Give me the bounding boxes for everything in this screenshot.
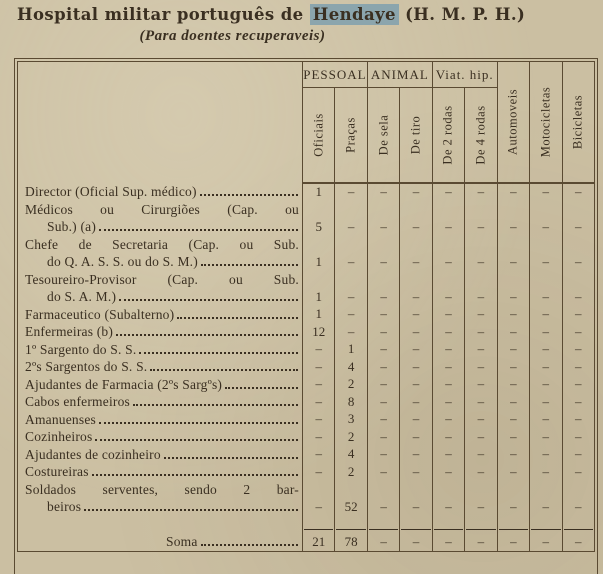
column-header-automoveis: Automoveis — [497, 62, 529, 183]
cell-value: 5 — [303, 201, 335, 236]
cell-value: – — [367, 358, 399, 376]
cell-value: – — [497, 446, 529, 464]
dot-leader — [92, 474, 298, 476]
cell-value: – — [335, 271, 367, 306]
table-row — [18, 341, 595, 359]
cell-value: – — [562, 306, 595, 324]
cell-value: – — [400, 323, 432, 341]
cell-value: – — [335, 201, 367, 236]
row-label: 2ºs Sargentos do S. S. — [18, 358, 303, 376]
sum-rule — [401, 529, 430, 530]
column-group-animal: ANIMAL — [367, 62, 432, 88]
row-label: Enfermeiras (b) — [18, 323, 303, 341]
cell-value: – — [367, 341, 399, 359]
cell-value: – — [367, 411, 399, 429]
cell-value: – — [465, 428, 497, 446]
table-row — [18, 393, 595, 411]
cell-value: – — [530, 306, 562, 324]
cell-value: – — [432, 341, 464, 359]
cell-value: – — [335, 323, 367, 341]
cell-value: – — [432, 428, 464, 446]
cell-value: – — [400, 411, 432, 429]
cell-value: – — [530, 358, 562, 376]
cell-value: – — [400, 446, 432, 464]
cell-value: – — [432, 236, 464, 271]
row-label: Cozinheiros — [18, 428, 303, 446]
column-header-de-4-rodas: De 4 rodas — [465, 88, 497, 183]
table-row — [18, 306, 595, 324]
table-row — [18, 481, 595, 516]
dot-leader — [201, 264, 298, 266]
table-frame — [14, 58, 598, 574]
cell-value: – — [465, 376, 497, 394]
cell-value: – — [303, 341, 335, 359]
cell-value: – — [497, 358, 529, 376]
cell-value: – — [367, 236, 399, 271]
column-header-de-2-rodas: De 2 rodas — [432, 88, 464, 183]
cell-value: – — [367, 201, 399, 236]
cell-value: – — [465, 463, 497, 481]
cell-value: – — [562, 183, 595, 201]
header-group-row — [18, 62, 595, 88]
cell-value: – — [432, 271, 464, 306]
cell-value: – — [432, 183, 464, 201]
dot-leader — [150, 369, 298, 371]
staff-table — [17, 61, 595, 552]
sum-rule — [499, 529, 528, 530]
cell-value: – — [562, 236, 595, 271]
cell-value: – — [303, 393, 335, 411]
cell-value: – — [432, 393, 464, 411]
cell-value: – — [497, 183, 529, 201]
cell-value: – — [465, 446, 497, 464]
row-label: Costureiras — [18, 463, 303, 481]
search-highlight: Hendaye — [310, 4, 399, 25]
table-row — [18, 183, 595, 201]
cell-value: – — [367, 481, 399, 516]
page-title — [0, 0, 603, 24]
cell-value: – — [562, 481, 595, 516]
table-row — [18, 271, 595, 306]
cell-value: – — [497, 428, 529, 446]
cell-value: 1 — [303, 236, 335, 271]
row-label: Soldados serventes, sendo 2 bar- beiros — [25, 481, 299, 514]
row-label: Médicos ou Cirurgiões (Cap. ou Sub.) (a) — [25, 201, 299, 234]
cell-value: – — [367, 516, 399, 552]
cell-value: 1 — [303, 271, 335, 306]
column-group-pessoal: PESSOAL — [303, 62, 368, 88]
cell-value: – — [562, 376, 595, 394]
cell-value: – — [465, 358, 497, 376]
cell-value: – — [530, 271, 562, 306]
table-row — [18, 358, 595, 376]
page-subtitle: (Para doentes recuperaveis) — [139, 28, 326, 44]
cell-value: – — [497, 376, 529, 394]
cell-value: – — [562, 271, 595, 306]
dot-leader — [116, 334, 298, 336]
cell-value: – — [432, 463, 464, 481]
cell-value: 52 — [335, 481, 367, 516]
table-row — [18, 201, 595, 236]
cell-value: – — [367, 183, 399, 201]
sum-rule — [434, 529, 463, 530]
cell-value: – — [562, 446, 595, 464]
row-label: Tesoureiro-Provisor (Cap. ou Sub. do S. A. M.) — [25, 271, 299, 304]
cell-value: – — [497, 236, 529, 271]
cell-value: 2 — [335, 463, 367, 481]
cell-value: – — [432, 323, 464, 341]
cell-value: – — [497, 323, 529, 341]
cell-value: – — [400, 393, 432, 411]
column-header-oficiais: Oficiais — [303, 88, 335, 183]
cell-value: – — [465, 271, 497, 306]
cell-value: – — [465, 516, 497, 552]
cell-value: 1 — [303, 183, 335, 201]
dot-leader — [225, 387, 298, 389]
column-header-bicicletas: Bicicletas — [562, 62, 595, 183]
cell-value: – — [303, 446, 335, 464]
cell-value: – — [530, 236, 562, 271]
column-header-de-sela: De sela — [367, 88, 399, 183]
cell-value: – — [432, 516, 464, 552]
cell-value: – — [562, 411, 595, 429]
row-label: 1º Sargento do S. S. — [18, 341, 303, 359]
table-row — [18, 236, 595, 271]
sum-rule — [369, 529, 398, 530]
row-label: Director (Oficial Sup. médico) — [18, 183, 303, 201]
cell-value: – — [432, 481, 464, 516]
dot-leader — [200, 194, 298, 196]
cell-value: – — [530, 411, 562, 429]
cell-value: 2 — [335, 428, 367, 446]
cell-value: 8 — [335, 393, 367, 411]
cell-value: – — [465, 481, 497, 516]
cell-value: – — [465, 341, 497, 359]
cell-value: – — [497, 463, 529, 481]
cell-value: – — [497, 341, 529, 359]
total-row — [18, 516, 595, 552]
cell-value: – — [562, 516, 595, 552]
column-group-viat-hip: Viat. hip. — [432, 62, 497, 88]
cell-value: – — [400, 341, 432, 359]
cell-value: – — [432, 306, 464, 324]
row-label: Ajudantes de Farmacia (2ºs Sargºs) — [18, 376, 303, 394]
cell-value: – — [367, 393, 399, 411]
cell-value: 12 — [303, 323, 335, 341]
cell-value: 4 — [335, 358, 367, 376]
row-label: Cabos enfermeiros — [18, 393, 303, 411]
cell-value: – — [303, 428, 335, 446]
table-row — [18, 428, 595, 446]
cell-value: – — [432, 446, 464, 464]
sum-rule — [336, 529, 365, 530]
cell-value: 1 — [335, 341, 367, 359]
cell-value: – — [530, 201, 562, 236]
cell-value: – — [465, 323, 497, 341]
row-label: Farmaceutico (Subalterno) — [18, 306, 303, 324]
cell-value: – — [432, 376, 464, 394]
table-row — [18, 446, 595, 464]
cell-value: – — [367, 446, 399, 464]
sum-rule — [304, 529, 333, 530]
cell-value: – — [562, 323, 595, 341]
cell-value: 4 — [335, 446, 367, 464]
cell-value: – — [562, 393, 595, 411]
cell-value: – — [530, 341, 562, 359]
cell-value: – — [530, 481, 562, 516]
dot-leader — [84, 509, 298, 511]
total-label: Soma — [18, 516, 303, 552]
column-header-de-tiro: De tiro — [400, 88, 432, 183]
cell-value: – — [497, 481, 529, 516]
cell-value: – — [562, 358, 595, 376]
row-label: Amanuenses — [18, 411, 303, 429]
cell-value: – — [432, 411, 464, 429]
row-label: Chefe de Secretaria (Cap. ou Sub. do Q. A. S. S. ou do S. M.) — [25, 236, 299, 269]
cell-value: – — [432, 201, 464, 236]
cell-value: – — [497, 306, 529, 324]
cell-value: – — [497, 393, 529, 411]
cell-value: – — [530, 323, 562, 341]
cell-value: – — [400, 463, 432, 481]
cell-value: – — [530, 428, 562, 446]
cell-value: – — [400, 306, 432, 324]
sum-rule — [466, 529, 495, 530]
table-body — [18, 183, 595, 552]
cell-value: – — [400, 516, 432, 552]
cell-value: – — [562, 341, 595, 359]
cell-value: – — [367, 463, 399, 481]
cell-value: – — [400, 236, 432, 271]
stub-header — [18, 62, 303, 183]
table-header — [18, 62, 595, 183]
cell-value: – — [562, 201, 595, 236]
cell-value: – — [530, 463, 562, 481]
cell-value: – — [562, 428, 595, 446]
dot-leader — [99, 229, 298, 231]
cell-value: – — [303, 481, 335, 516]
cell-value: – — [465, 393, 497, 411]
dot-leader — [139, 352, 298, 354]
cell-value: – — [530, 183, 562, 201]
column-header-motocicletas: Motocicletas — [530, 62, 562, 183]
table-row — [18, 411, 595, 429]
cell-value: – — [367, 376, 399, 394]
sum-rule — [531, 529, 560, 530]
dot-leader — [164, 457, 298, 459]
cell-value: – — [400, 428, 432, 446]
cell-value: 1 — [303, 306, 335, 324]
cell-value: – — [335, 236, 367, 271]
cell-value: 21 — [303, 516, 335, 552]
cell-value: – — [497, 516, 529, 552]
title-prefix: Hospital militar português de — [17, 5, 310, 24]
cell-value: – — [303, 463, 335, 481]
cell-value: – — [303, 411, 335, 429]
table-row — [18, 376, 595, 394]
cell-value: – — [335, 306, 367, 324]
cell-value: – — [400, 183, 432, 201]
cell-value: – — [465, 201, 497, 236]
cell-value: – — [367, 428, 399, 446]
sum-rule — [564, 529, 594, 530]
cell-value: 78 — [335, 516, 367, 552]
cell-value: – — [465, 236, 497, 271]
cell-value: – — [367, 306, 399, 324]
dot-leader — [119, 299, 298, 301]
column-header-pracas: Praças — [335, 88, 367, 183]
cell-value: – — [530, 446, 562, 464]
cell-value: – — [497, 411, 529, 429]
cell-value: 2 — [335, 376, 367, 394]
dot-leader — [133, 404, 298, 406]
cell-value: – — [497, 271, 529, 306]
cell-value: – — [562, 463, 595, 481]
cell-value: – — [367, 271, 399, 306]
cell-value: 3 — [335, 411, 367, 429]
table-row — [18, 463, 595, 481]
cell-value: – — [400, 201, 432, 236]
cell-value: – — [400, 376, 432, 394]
cell-value: – — [400, 481, 432, 516]
cell-value: – — [465, 306, 497, 324]
row-label: Ajudantes de cozinheiro — [18, 446, 303, 464]
cell-value: – — [335, 183, 367, 201]
dot-leader — [177, 317, 298, 319]
cell-value: – — [465, 411, 497, 429]
dot-leader — [99, 422, 298, 424]
cell-value: – — [432, 358, 464, 376]
cell-value: – — [465, 183, 497, 201]
cell-value: – — [530, 516, 562, 552]
cell-value: – — [367, 323, 399, 341]
table-row — [18, 323, 595, 341]
cell-value: – — [530, 376, 562, 394]
cell-value: – — [400, 358, 432, 376]
cell-value: – — [530, 393, 562, 411]
cell-value: – — [497, 201, 529, 236]
cell-value: – — [400, 271, 432, 306]
dot-leader — [95, 439, 298, 441]
title-suffix: (H. M. P. H.) — [398, 5, 526, 24]
dot-leader — [201, 544, 298, 546]
cell-value: – — [303, 376, 335, 394]
cell-value: – — [303, 358, 335, 376]
